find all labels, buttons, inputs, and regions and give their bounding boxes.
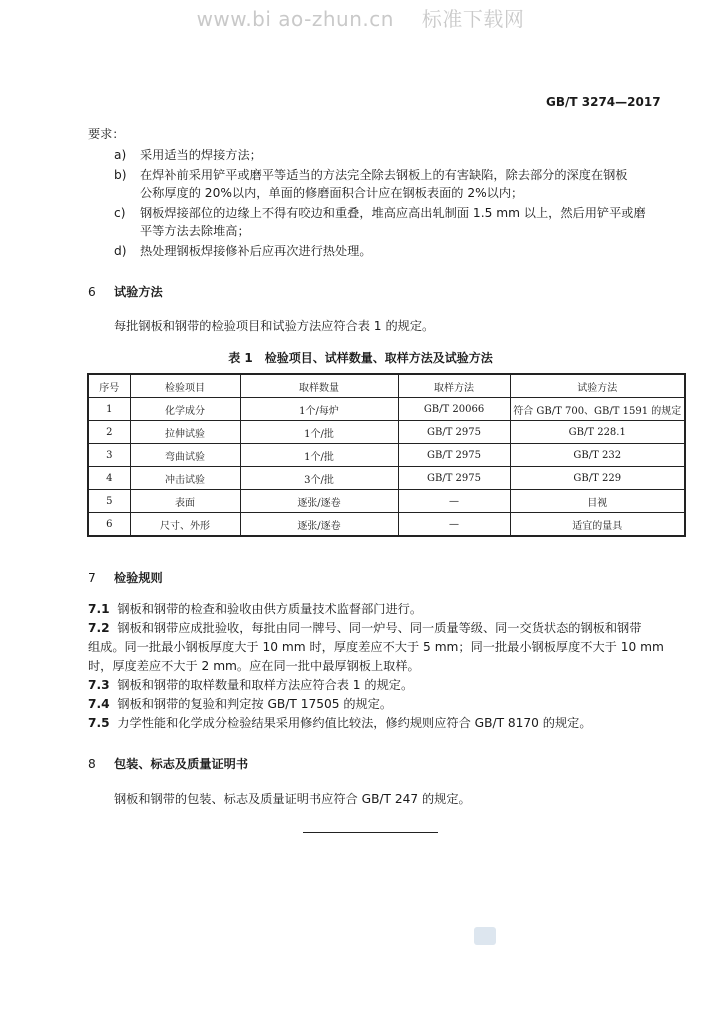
watermark-site: 标准下载网 xyxy=(421,7,525,31)
table-cell: 适宜的量具 xyxy=(510,513,685,537)
table-cell: 1个/批 xyxy=(240,444,398,467)
clause-7-2-cont: 时，厚度差应不大于 2 mm。应在同一批中最厚钢板上取样。 xyxy=(88,659,420,673)
table-row xyxy=(88,467,685,490)
table-cell: — xyxy=(398,490,510,513)
clause-7-2-cont: 组成。同一批最小钢板厚度大于 10 mm 时，厚度差应不大于 5 mm；同一批最小钢板厚度不大于 10 mm xyxy=(88,640,664,654)
list-item-c xyxy=(114,207,646,219)
table-cell: 弯曲试验 xyxy=(130,444,240,467)
section-number: 8 xyxy=(88,757,96,771)
list-label: d) xyxy=(114,244,127,258)
col-header: 检验项目 xyxy=(130,374,240,398)
section-number: 6 xyxy=(88,285,96,299)
section-number: 7 xyxy=(88,571,96,585)
table-header-row xyxy=(88,374,685,398)
list-text: 采用适当的焊接方法； xyxy=(140,148,262,162)
col-header: 序号 xyxy=(88,374,130,398)
table-cell: 逐张/逐卷 xyxy=(240,490,398,513)
table-cell: 尺寸、外形 xyxy=(130,513,240,537)
table-row xyxy=(88,444,685,467)
clause-number: 7.4 xyxy=(88,697,110,711)
table-cell: — xyxy=(398,513,510,537)
clause-number: 7.5 xyxy=(88,716,110,730)
col-header: 试验方法 xyxy=(510,374,685,398)
table-cell: 逐张/逐卷 xyxy=(240,513,398,537)
list-item-b-cont: 公称厚度的 20%以内，单面的修磨面积合计应在钢板表面的 2%以内； xyxy=(140,186,524,200)
clause-text: 钢板和钢带的取样数量和取样方法应符合表 1 的规定。 xyxy=(117,678,414,692)
section-7-heading xyxy=(88,569,163,586)
clause-7-1 xyxy=(88,603,422,615)
table-cell: 2 xyxy=(88,421,130,444)
list-text: 在焊补前采用铲平或磨平等适当的方法完全除去钢板上的有害缺陷，除去部分的深度在钢板 xyxy=(140,168,628,182)
col-header: 取样数量 xyxy=(240,374,398,398)
table-cell: GB/T 20066 xyxy=(398,398,510,421)
col-header: 取样方法 xyxy=(398,374,510,398)
section-8-heading xyxy=(88,755,248,772)
clause-text: 钢板和钢带应成批验收，每批由同一牌号、同一炉号、同一质量等级、同一交货状态的钢板和钢带 xyxy=(117,621,642,635)
clause-number: 7.3 xyxy=(88,678,110,692)
watermark xyxy=(0,3,721,32)
list-text: 热处理钢板焊接修补后应再次进行热处理。 xyxy=(140,244,372,258)
clause-text: 力学性能和化学成分检验结果采用修约值比较法，修约规则应符合 GB/T 8170 的规定。 xyxy=(117,716,592,730)
table-cell: GB/T 2975 xyxy=(398,421,510,444)
clause-7-5 xyxy=(88,717,592,729)
table-cell: GB/T 228.1 xyxy=(510,421,685,444)
list-item-a xyxy=(114,149,262,161)
list-label: a) xyxy=(114,148,127,162)
section-title: 检验规则 xyxy=(114,571,163,585)
table-cell: 4 xyxy=(88,467,130,490)
end-rule xyxy=(303,832,438,833)
table-cell: 1 xyxy=(88,398,130,421)
clause-7-3 xyxy=(88,679,413,691)
table-cell: 化学成分 xyxy=(130,398,240,421)
table-cell: 5 xyxy=(88,490,130,513)
table-caption: 表 1 检验项目、试样数量、取样方法及试验方法 xyxy=(228,351,493,365)
table-cell: GB/T 232 xyxy=(510,444,685,467)
standard-number: GB/T 3274—2017 xyxy=(546,95,661,109)
list-text: 钢板焊接部位的边缘上不得有咬边和重叠，堆高应高出轧制面 1.5 mm 以上，然后用铲平或磨 xyxy=(140,206,646,220)
clause-number: 7.2 xyxy=(88,621,110,635)
table-row xyxy=(88,513,685,537)
table-cell: GB/T 2975 xyxy=(398,467,510,490)
list-label: c) xyxy=(114,206,126,220)
section-8-paragraph: 钢板和钢带的包装、标志及质量证明书应符合 GB/T 247 的规定。 xyxy=(114,792,471,806)
section-title: 包装、标志及质量证明书 xyxy=(114,757,249,771)
requirements-intro: 要求： xyxy=(88,127,125,141)
table-cell: 1个/每炉 xyxy=(240,398,398,421)
table-row xyxy=(88,421,685,444)
table-cell: 拉伸试验 xyxy=(130,421,240,444)
clause-7-4 xyxy=(88,698,392,710)
table-cell: 1个/批 xyxy=(240,421,398,444)
clause-7-2 xyxy=(88,622,641,634)
section-6-heading xyxy=(88,283,163,300)
table-cell: 冲击试验 xyxy=(130,467,240,490)
list-item-c-cont: 平等方法去除堆高； xyxy=(140,224,250,238)
table-cell: 符合 GB/T 700、GB/T 1591 的规定 xyxy=(510,398,685,421)
list-label: b) xyxy=(114,168,127,182)
table-cell: 3 xyxy=(88,444,130,467)
watermark-url: www.bi ao-zhun.cn xyxy=(196,7,394,31)
list-item-d xyxy=(114,245,372,257)
inspection-table xyxy=(87,373,686,537)
table-cell: GB/T 229 xyxy=(510,467,685,490)
table-cell: 3个/批 xyxy=(240,467,398,490)
table-cell: 目视 xyxy=(510,490,685,513)
section-6-paragraph: 每批钢板和钢带的检验项目和试验方法应符合表 1 的规定。 xyxy=(114,319,435,333)
clause-text: 钢板和钢带的检查和验收由供方质量技术监督部门进行。 xyxy=(117,602,423,616)
page-stamp-icon xyxy=(474,927,496,945)
table-row xyxy=(88,398,685,421)
table-row xyxy=(88,490,685,513)
table-cell: 6 xyxy=(88,513,130,537)
list-item-b xyxy=(114,169,628,181)
section-title: 试验方法 xyxy=(114,285,163,299)
clause-text: 钢板和钢带的复验和判定按 GB/T 17505 的规定。 xyxy=(117,697,393,711)
table-cell: 表面 xyxy=(130,490,240,513)
clause-number: 7.1 xyxy=(88,602,110,616)
table-cell: GB/T 2975 xyxy=(398,444,510,467)
